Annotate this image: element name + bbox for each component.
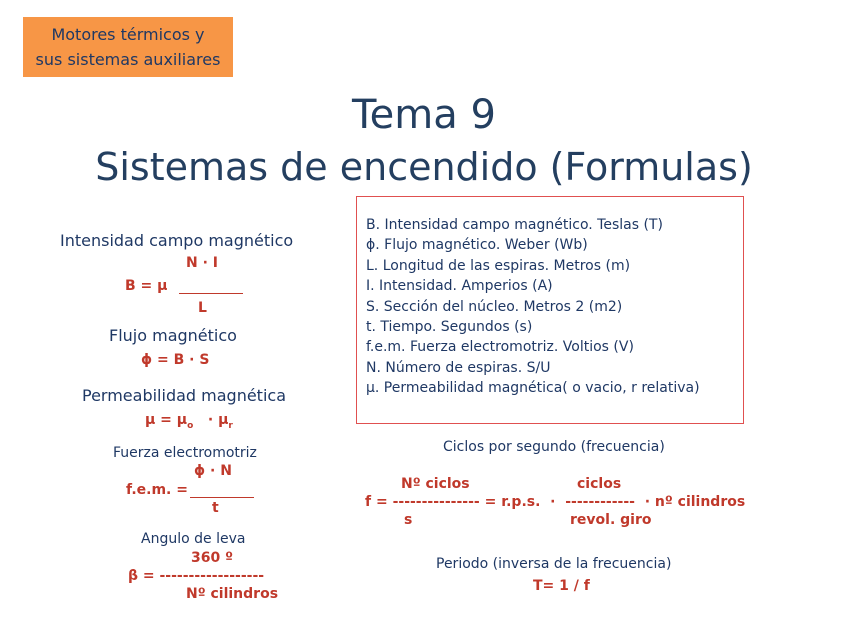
ciclos-num1: Nº ciclos [401, 476, 470, 492]
legend-item: f.e.m. Fuerza electromotriz. Voltios (V) [366, 339, 634, 356]
flujo-label: Flujo magnético [109, 326, 237, 345]
slide-title: Tema 9 [352, 92, 496, 138]
ciclos-label: Ciclos por segundo (frecuencia) [443, 439, 665, 455]
fem-denominator: t [212, 500, 219, 516]
campo-lhs: B = µ [125, 278, 168, 294]
course-badge [23, 17, 233, 77]
legend-item: t. Tiempo. Segundos (s) [366, 318, 533, 335]
permeabilidad-label: Permeabilidad magnética [82, 386, 286, 405]
periodo-label: Periodo (inversa de la frecuencia) [436, 556, 672, 572]
legend-item: L. Longitud de las espiras. Metros (m) [366, 257, 631, 274]
legend-item: ϕ. Flujo magnético. Weber (Wb) [366, 237, 588, 254]
permeabilidad-sub-r: r [228, 420, 233, 431]
fem-numerator: ϕ · N [194, 463, 232, 479]
leva-numerator: 360 º [191, 550, 233, 566]
leva-label: Angulo de leva [141, 531, 246, 547]
campo-numerator: N · I [186, 255, 218, 271]
campo-label: Intensidad campo magnético [60, 231, 294, 250]
legend-item: S. Sección del núcleo. Metros 2 (m2) [366, 298, 623, 315]
permeabilidad-dot: · µ [207, 412, 229, 428]
permeabilidad-sub-o: o [187, 420, 194, 431]
legend-item: I. Intensidad. Amperios (A) [366, 278, 553, 295]
course-badge-line2: sus sistemas auxiliares [35, 50, 221, 69]
campo-denominator: L [198, 300, 207, 316]
slide-subtitle: Sistemas de encendido (Formulas) [95, 145, 753, 189]
campo-fraction-bar [179, 293, 243, 294]
course-badge-line1: Motores térmicos y [51, 25, 205, 44]
flujo-formula: ϕ = B · S [141, 352, 210, 368]
ciclos-den2: revol. giro [570, 512, 652, 528]
fem-fraction-bar [190, 497, 254, 498]
permeabilidad-main: µ = µ [145, 412, 188, 428]
fem-lhs: f.e.m. = [126, 482, 188, 498]
variables-legend [356, 196, 744, 424]
legend-item: N. Número de espiras. S/U [366, 359, 551, 376]
leva-equation: β = ------------------ [128, 568, 265, 584]
permeabilidad-formula [145, 412, 233, 431]
leva-denominator: Nº cilindros [186, 586, 279, 602]
periodo-formula: T= 1 / f [533, 578, 590, 594]
fem-label: Fuerza electromotriz [113, 445, 257, 461]
ciclos-den1: s [404, 512, 413, 528]
ciclos-equation: f = --------------- = r.p.s. · ------------ · nº cilindros [365, 494, 746, 510]
legend-item: µ. Permeabilidad magnética( o vacio, r relativa) [366, 380, 700, 397]
ciclos-num2: ciclos [577, 476, 622, 492]
legend-item: B. Intensidad campo magnético. Teslas (T) [366, 217, 663, 233]
